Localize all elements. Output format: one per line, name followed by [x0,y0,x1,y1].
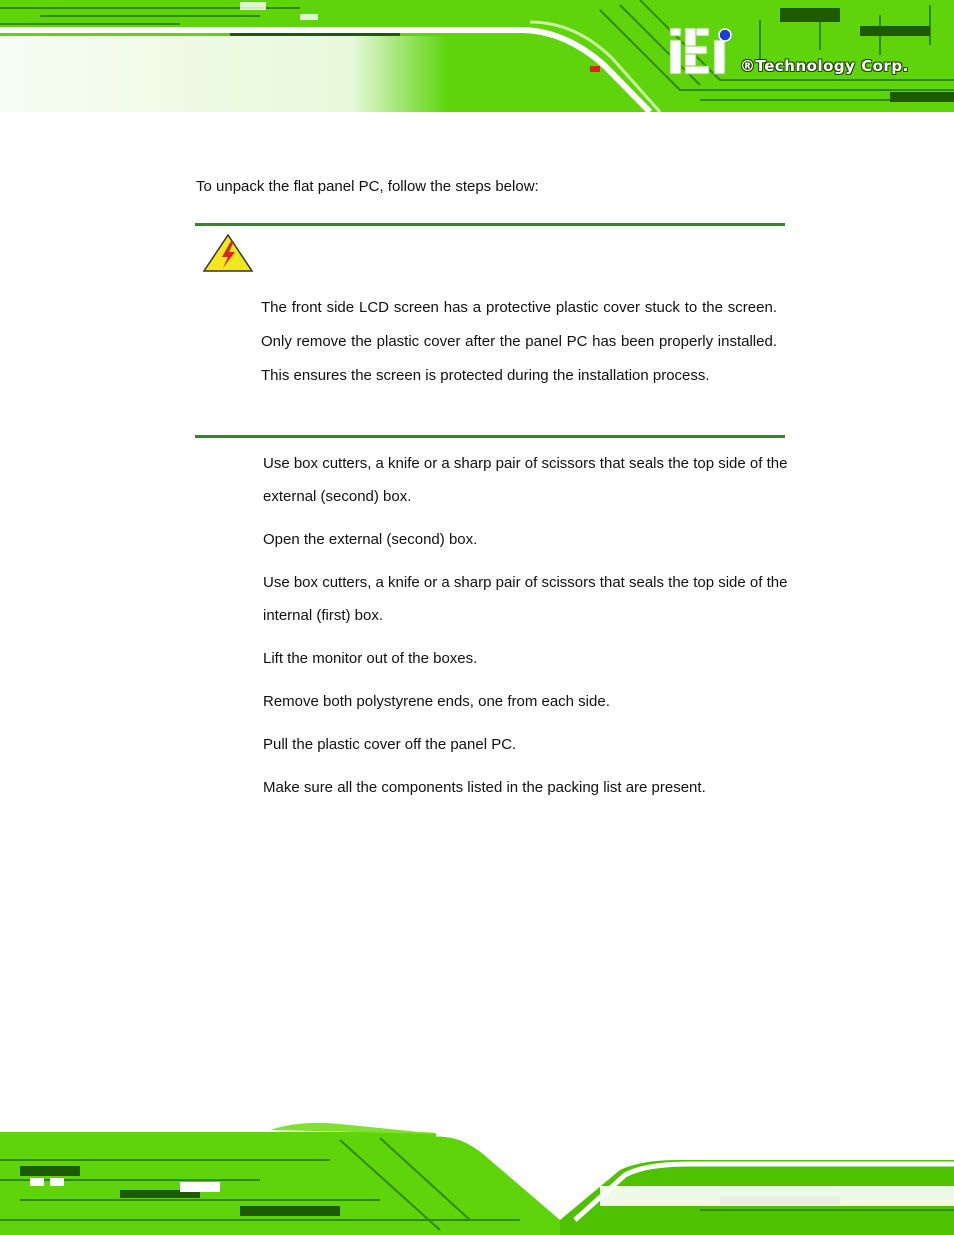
list-item: Make sure all the components listed in the packing list are present. [263,779,706,796]
warning-top-rule [195,223,785,226]
warning-bottom-rule [195,435,785,438]
warning-icon [202,233,254,273]
intro-text: To unpack the flat panel PC, follow the steps below: [196,178,539,195]
list-item: Open the external (second) box. [263,531,478,548]
logo-company-name: ®Technology Corp. [740,57,909,75]
steps-list [263,447,823,814]
footer-circuit-banner [0,1120,954,1235]
list-item: Remove both polystyrene ends, one from each side. [263,693,610,710]
list-item: Lift the monitor out of the boxes. [263,650,478,667]
list-item: Use box cutters, a knife or a sharp pair of scissors that seals the top side of the external (second) box. [263,455,788,505]
list-item: Use box cutters, a knife or a sharp pair of scissors that seals the top side of the internal (first) box. [263,574,788,624]
list-item: Pull the plastic cover off the panel PC. [263,736,517,753]
warning-text: The front side LCD screen has a protective plastic cover stuck to the screen. Only remove the plastic cover after the panel PC has been properly installed. This ensures the screen is protected during the installation process. [261,299,777,384]
header-circuit-banner [0,0,954,112]
